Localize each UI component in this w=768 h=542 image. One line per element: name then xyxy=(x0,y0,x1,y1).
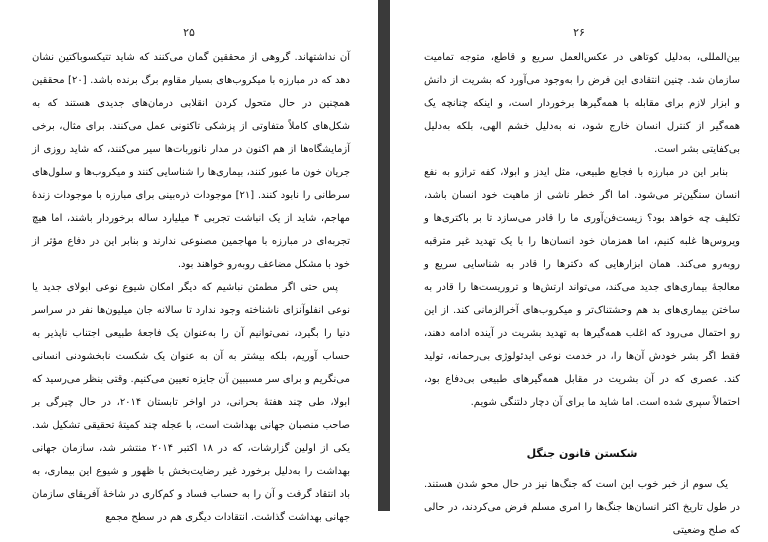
page-body xyxy=(32,46,350,529)
section-heading: شکستن قانون جنگل xyxy=(526,447,638,460)
paragraph: بنابر این در مبارزه با فجایع طبیعی، مثل ایدز و ابولا، کفه ترازو به نفع انسان سنگین‌تر می‌شود. اما اگر خطر ناشی از ماهیت خود انسان باشد، تکلیف چه خواهد بود؟ زیست‌فن‌آوری ما را قادر می‌سازد تا بر باکتری‌ها و ویروس‌ها غلبه کنیم، اما همزمان خود انسان‌ها را با یک تهدید غیر مترقبه روبه‌رو می‌کند. همان ابزارهایی که دکترها را قادر به شناسایی سریع و معالجهٔ بیماری‌های جدید می‌کند، می‌تواند ارتش‌ها و تروریست‌ها را قادر به ساختن بیماری‌های بد هم وحشتناک‌تر و میکروب‌های آخرالزمانی کند. از این رو احتمال می‌رود که اغلب همه‌گیرها به تهدید بشریت در آینده ادامه دهند، فقط اگر بشر خودش آن‌ها را، در خدمت نوعی ایدئولوژی بی‌رحمانه، تولید کند. عصری که در آن بشریت در مقابل همه‌گیرهای طبیعی بی‌دفاع بود، احتمالاً سپری شده است. اما شاید ما برای آن دچار دلتنگی شویم. xyxy=(424,167,740,408)
paragraph: پس حتی اگر مطمئن نباشیم که دیگر امکان شیوع نوعی ابولای جدید یا نوعی انفلوآنزای ناشناخته وجود ندارد تا سالانه جان میلیون‌ها نفر در سراسر دنیا را بگیرد، نمی‌توانیم آن را به‌عنوان یک فاجعهٔ طبیعی اجتناب ناپذیر به حساب آوریم، بلکه بیشتر به آن به عنوان یک شکست نابخشودنی انسانی می‌نگریم و برای سر مسببین آن جایزه تعیین می‌کنیم. وقتی بنظر می‌رسید که ابولا، طی چند هفتهٔ بحرانی، در اواخر تابستان ۲۰۱۴، در حال چیرگی بر صاحب منصبان جهانی بهداشت است، با عجله چند کمیتهٔ تحقیقی تشکیل شد. یکی از اولین گزارشات، که در ۱۸ اکتبر ۲۰۱۴ منتشر شد، سازمان جهانی بهداشت را به‌دلیل برخورد غیر رضایت‌بخش با ظهور و شیوع این بیماری، به باد انتقاد گرفت و آن را به حساب فساد و کم‌کاری در شاخهٔ آفریقای سازمان جهانی بهداشت گذاشت. انتقادات دیگری هم در سطح مجمع xyxy=(32,282,351,523)
right-page xyxy=(390,0,768,536)
book-gutter xyxy=(378,0,390,511)
page-body xyxy=(424,46,740,542)
page-number: ۲۶ xyxy=(573,26,585,39)
paragraph: بین‌المللی، به‌دلیل کوتاهی در عکس‌العمل سریع و قاطع، متوجه تمامیت سازمان شد. چنین انتقادی این فرض را به‌وجود می‌آورد که بشریت از دانش و ابزار لازم برای مقابله با همه‌گیرها برخوردار است، و اینکه چنانچه یک همه‌گیر از کنترل انسان خارج شود، نه به‌دلیل خشم الهی، بلکه به‌دلیل بی‌کفایتی بشر است. xyxy=(424,52,740,155)
page-number: ۲۵ xyxy=(183,26,195,39)
paragraph: آن نداشتهاند. گروهی از محققین گمان می‌کنند که شاید تتیکسوباکتین نشان دهد که در مبارزه با میکروب‌های بسیار مقاوم برگ برنده باشد. [۲۰] محققین همچنین در حال متحول کردن انقلابی درمان‌های جدیدی هستند که به شکل‌های کاملاً متفاوتی از پزشکی تاکتونی عمل می‌کنند. برای مثال، برخی آزمایشگاه‌ها از هم اکنون در مدار نانوربات‌ها سیر می‌کنند، که شاید روزی از جریان خون ما عبور کنند، بیماری‌ها را شناسایی کنند و میکروب‌ها و سلول‌های سرطانی را نابود کنند. [۲۱] موجودات ذره‌بینی برای مبارزه با موجودات زندهٔ مهاجم، شاید از یک انباشت تجربی ۴ میلیارد ساله برخوردار باشند، اما هیچ تجربه‌ای در مبارزه با مهاجمین مصنوعی ندارند و بنابر این در دفاع مؤثر از خود با مشکل مضاعف روبه‌رو خواهند بود. xyxy=(32,52,351,270)
left-page xyxy=(0,0,378,523)
paragraph: یک سوم از خبر خوب این است که جنگ‌ها نیز در حال محو شدن هستند. در طول تاریخ اکثر انسان‌ها جنگ‌ها را امری مسلم فرض می‌کردند، در حالی که صلح وضعیتی xyxy=(424,479,740,536)
